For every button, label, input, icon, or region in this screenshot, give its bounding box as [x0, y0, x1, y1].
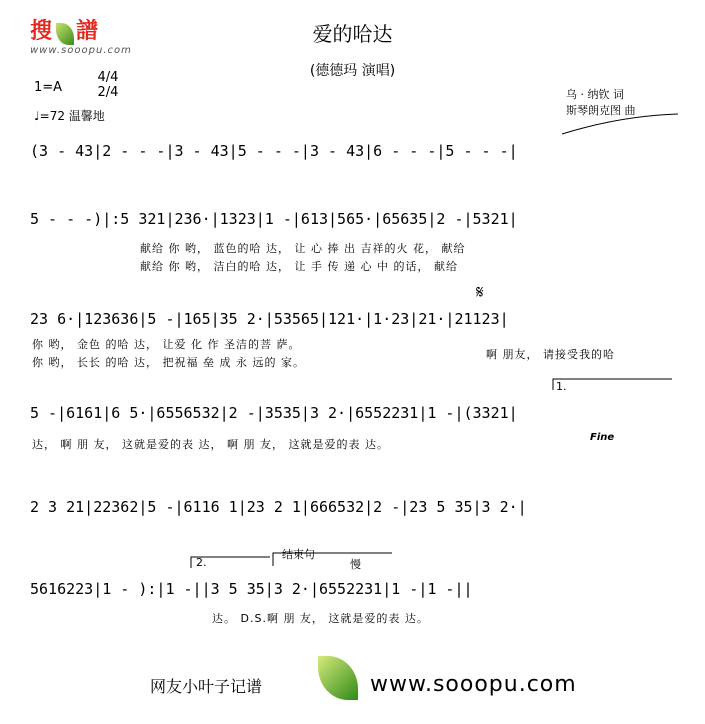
slur-decoration-icon [560, 112, 680, 136]
score-line-1 [30, 134, 680, 170]
fine-marking: Fine [590, 432, 615, 443]
song-subtitle: (德德玛 演唱) [309, 63, 396, 79]
notes-line-4: 5 -|6161|6 5·|6556532|2 -|3535|3 2·|6552231|1 -|(3321| [30, 404, 518, 422]
volta-1-bracket-icon [552, 378, 672, 390]
tempo-marking: ♩=72 温馨地 [34, 109, 105, 123]
lyrics-line-6: 达。 D.S.啊 朋 友， 这就是爱的表 达。 [212, 612, 429, 625]
notes-line-1: (3 - 43|2 - - -|3 - 43|5 - - -|3 - 43|6 - - -|5 - - -| [30, 142, 518, 160]
score-line-2 [30, 202, 680, 238]
lyricist-credit: 乌 · 纳钦 词 [566, 88, 624, 101]
notes-line-2: 5 - - -)|:5 321|236·|1323|1 -|613|565·|65635|2 -|5321| [30, 210, 518, 228]
notes-line-6: 5616223|1 - ):|1 -||3 5 35|3 2·|6552231|1 -|1 -|| [30, 580, 473, 598]
segno-icon: 𝄋 [476, 282, 484, 303]
score-line-4 [30, 396, 680, 432]
logo-char-1: 搜 [30, 18, 55, 44]
song-title: 爱的哈达 [312, 22, 393, 46]
leaf-icon [318, 656, 358, 700]
lyrics-line-3-chorus: 啊 朋友， 请接受我的哈 [486, 348, 615, 361]
notes-line-3: 23 6·|123636|5 -|165|35 2·|53565|121·|1·23|21·|21123| [30, 310, 509, 328]
notes-line-5: 2 3 21|22362|5 -|6116 1|23 2 1|666532|2 -|23 5 35|3 2·| [30, 498, 527, 516]
slow-marking: 慢 [350, 558, 361, 571]
transcriber-credit: 网友小叶子记谱 [150, 677, 263, 696]
volta-1-label: 1. [556, 380, 567, 393]
lyrics-line-4: 达， 啊 朋 友， 这就是爱的表 达， 啊 朋 友， 这就是爱的表 达。 [32, 438, 389, 451]
composer-credit: 斯琴朗克图 曲 [566, 104, 636, 117]
time-signatures [88, 70, 128, 100]
time-signature-2: 2/4 [97, 85, 119, 100]
key-signature: 1=A [34, 80, 63, 95]
ending-label: 结束句 [282, 548, 315, 561]
logo-url: www.sooopu.com [30, 45, 132, 56]
lyrics-line-3-verse-2: 你 哟， 长长 的哈 达， 把祝福 垒 成 永 远的 家。 [32, 356, 305, 369]
volta-2-label: 2. [196, 556, 207, 569]
time-signature-1: 4/4 [97, 70, 119, 85]
score-line-3 [30, 302, 680, 338]
score-line-5 [30, 490, 680, 526]
site-url: www.sooopu.com [370, 672, 577, 697]
lyrics-line-3-verse-1: 你 哟， 金色 的哈 达， 让爱 化 作 圣洁的菩 萨。 [32, 338, 301, 351]
lyrics-line-2-verse-2: 献给 你 哟， 洁白的哈 达， 让 手 传 递 心 中 的话， 献给 [140, 260, 458, 273]
score-line-6 [30, 572, 680, 608]
logo-char-2: 譜 [76, 18, 101, 44]
lyrics-line-2-verse-1: 献给 你 哟， 蓝色的哈 达， 让 心 捧 出 吉祥的火 花， 献给 [140, 242, 466, 255]
